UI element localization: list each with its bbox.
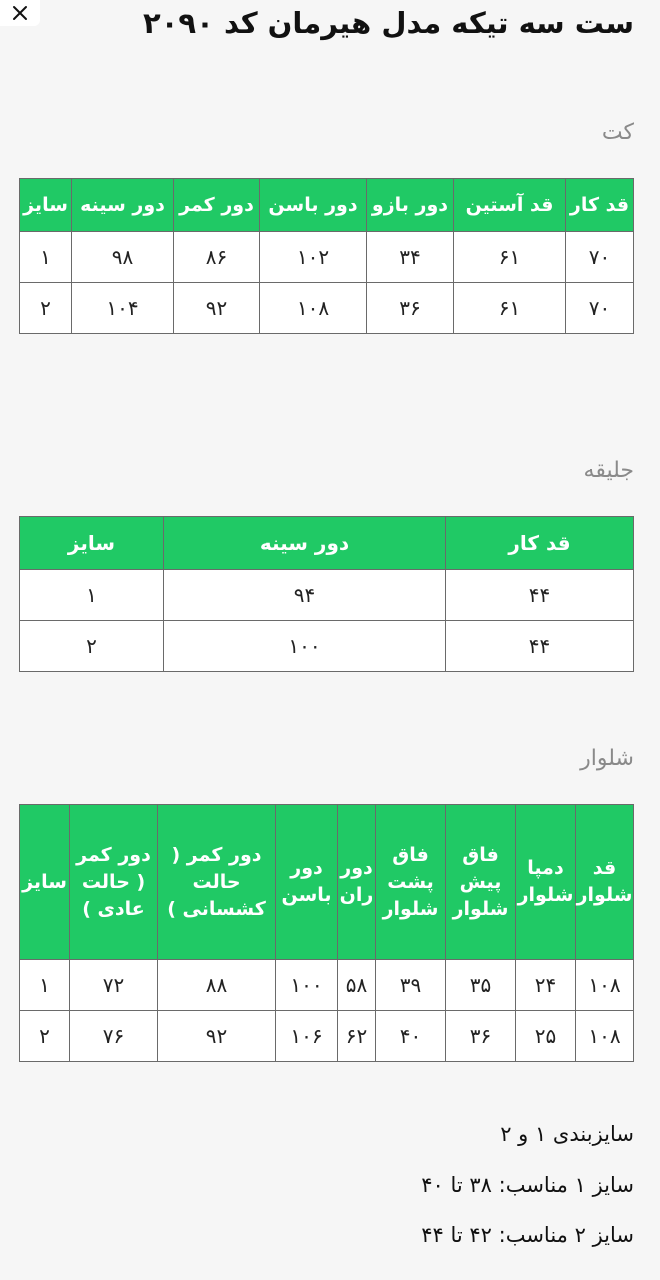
table-cell: ۴۰ — [376, 1011, 446, 1062]
section-label-coat: کت — [601, 120, 634, 145]
table-row — [20, 232, 634, 283]
size-note: سایز ۱ مناسب: ۳۸ تا ۴۰ — [421, 1173, 634, 1197]
header-cell: سایز — [20, 517, 164, 570]
table-cell: ۲۴ — [516, 960, 576, 1011]
table-cell: ۹۲ — [174, 283, 260, 334]
table-cell: ۸۶ — [174, 232, 260, 283]
table-cell: ۲ — [20, 1011, 70, 1062]
header-cell: قد کار — [446, 517, 634, 570]
table-cell: ۲ — [20, 621, 164, 672]
table-cell: ۱۰۸ — [576, 1011, 634, 1062]
table-header-row — [20, 805, 634, 960]
table-row — [20, 960, 634, 1011]
table-cell: ۷۶ — [70, 1011, 158, 1062]
table-cell: ۶۲ — [338, 1011, 376, 1062]
header-cell: دمپا شلوار — [516, 805, 576, 960]
size-note: سایز ۲ مناسب: ۴۲ تا ۴۴ — [421, 1223, 634, 1247]
table-cell: ۱۰۲ — [260, 232, 367, 283]
header-cell: دور سینه — [72, 179, 174, 232]
table-row — [20, 570, 634, 621]
table-cell: ۱ — [20, 570, 164, 621]
table-cell: ۵۸ — [338, 960, 376, 1011]
table-cell: ۷۲ — [70, 960, 158, 1011]
header-cell: دور کمر — [174, 179, 260, 232]
header-cell: دور باسن — [260, 179, 367, 232]
table-cell: ۱ — [20, 232, 72, 283]
table-cell: ۹۲ — [158, 1011, 276, 1062]
table-cell: ۱۰۰ — [276, 960, 338, 1011]
table-cell: ۳۹ — [376, 960, 446, 1011]
header-cell: دور بازو — [367, 179, 454, 232]
vest-size-table — [19, 516, 634, 672]
close-icon — [12, 5, 28, 21]
table-row — [20, 1011, 634, 1062]
header-cell: دور ران — [338, 805, 376, 960]
table-cell: ۸۸ — [158, 960, 276, 1011]
coat-size-table — [19, 178, 634, 334]
section-label-pants: شلوار — [580, 746, 634, 771]
header-cell: فاق پیش شلوار — [446, 805, 516, 960]
header-cell: دور سینه — [164, 517, 446, 570]
table-cell: ۴۴ — [446, 570, 634, 621]
table-row — [20, 283, 634, 334]
table-cell: ۳۵ — [446, 960, 516, 1011]
table-cell: ۱۰۰ — [164, 621, 446, 672]
table-cell: ۳۴ — [367, 232, 454, 283]
pants-size-table — [19, 804, 634, 1062]
table-cell: ۱۰۴ — [72, 283, 174, 334]
table-cell: ۲۵ — [516, 1011, 576, 1062]
table-cell: ۱ — [20, 960, 70, 1011]
header-cell: فاق پشت شلوار — [376, 805, 446, 960]
table-cell: ۲ — [20, 283, 72, 334]
table-cell: ۳۶ — [367, 283, 454, 334]
table-cell: ۶۱ — [454, 283, 566, 334]
header-cell: دور باسن — [276, 805, 338, 960]
table-cell: ۴۴ — [446, 621, 634, 672]
header-cell: قد کار — [566, 179, 634, 232]
page-title: ست سه تیکه مدل هیرمان کد ۲۰۹۰ — [143, 6, 634, 40]
table-cell: ۱۰۸ — [576, 960, 634, 1011]
table-cell: ۹۸ — [72, 232, 174, 283]
table-cell: ۱۰۶ — [276, 1011, 338, 1062]
size-note: سایزبندی ۱ و ۲ — [500, 1122, 634, 1146]
header-cell: دور کمر ( حالت کشسانی ) — [158, 805, 276, 960]
table-cell: ۳۶ — [446, 1011, 516, 1062]
table-cell: ۶۱ — [454, 232, 566, 283]
header-cell: قد آستین — [454, 179, 566, 232]
table-header-row — [20, 179, 634, 232]
header-cell: سایز — [20, 179, 72, 232]
table-cell: ۷۰ — [566, 283, 634, 334]
table-row — [20, 621, 634, 672]
header-cell: سایز — [20, 805, 70, 960]
header-cell: قد شلوار — [576, 805, 634, 960]
close-button[interactable] — [0, 0, 40, 26]
section-label-vest: جلیقه — [583, 458, 634, 483]
header-cell: دور کمر ( حالت عادی ) — [70, 805, 158, 960]
table-cell: ۹۴ — [164, 570, 446, 621]
table-cell: ۷۰ — [566, 232, 634, 283]
table-header-row — [20, 517, 634, 570]
table-cell: ۱۰۸ — [260, 283, 367, 334]
